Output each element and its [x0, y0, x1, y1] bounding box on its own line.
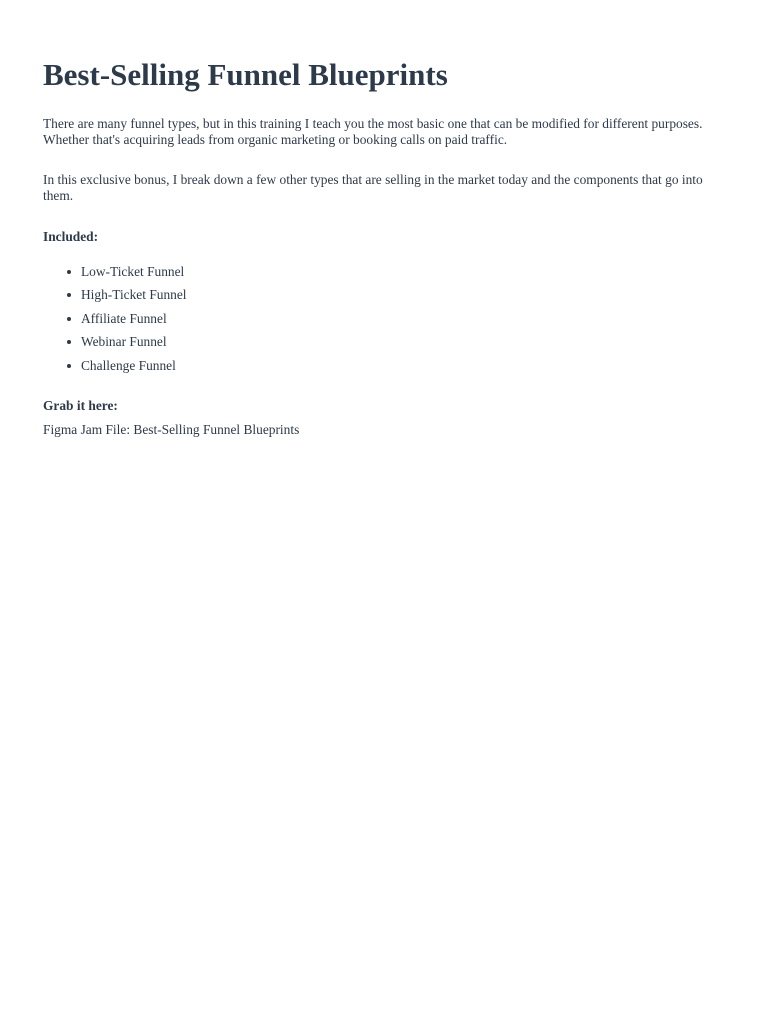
bullet-icon [67, 340, 71, 344]
bullet-icon [67, 270, 71, 274]
included-heading: Included: [43, 229, 99, 244]
list-item-low-ticket [81, 264, 725, 280]
list-item-high-ticket [81, 287, 725, 303]
list-item-challenge [81, 358, 725, 374]
list-item-label: Challenge Funnel [81, 357, 176, 373]
page-title: Best-Selling Funnel Blueprints [43, 57, 448, 92]
bullet-icon [67, 293, 71, 297]
bullet-icon [67, 364, 71, 368]
list-item-label: Webinar Funnel [81, 334, 167, 350]
list-item-webinar [81, 334, 725, 350]
list-item-label: Affiliate Funnel [81, 310, 167, 326]
list-item-label: Low-Ticket Funnel [81, 264, 185, 279]
intro-paragraph: There are many funnel types, but in this training I teach you the most basic one that can be modified for different purposes. Whether that's acquiring leads from organic marketing or booking calls on paid traffic. [43, 116, 703, 147]
figma-file-link[interactable]: Figma Jam File: Best-Selling Funnel Blueprints [43, 421, 300, 437]
grab-heading: Grab it here: [43, 397, 118, 413]
bonus-paragraph: In this exclusive bonus, I break down a few other types that are selling in the market today and the components that go into them. [43, 172, 703, 203]
bullet-icon [67, 317, 71, 321]
included-list [43, 264, 725, 374]
list-item-label: High-Ticket Funnel [81, 287, 187, 303]
list-item-affiliate [81, 311, 725, 327]
